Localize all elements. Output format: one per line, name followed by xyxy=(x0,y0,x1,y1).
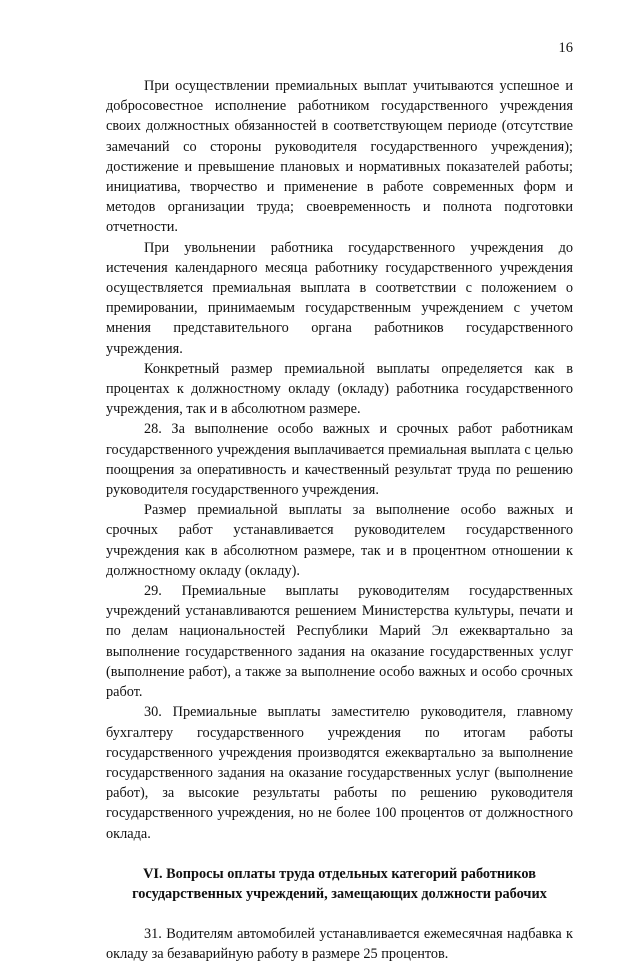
section-heading xyxy=(106,864,573,904)
section-heading-line-2: государственных учреждений, замещающих должности рабочих xyxy=(132,885,547,902)
document-body xyxy=(106,76,573,965)
paragraph: Конкретный размер премиальной выплаты определяется как в процентах к должностному окладу (окладу) работника государственного учреждения, так и в абсолютном размере. xyxy=(106,360,573,418)
paragraph: При увольнении работника государственного учреждения до истечения календарного месяца работнику государственного учреждения осуществляется премиальная выплата в соответствии с положением о премировании, принимаемым государственным учреждением с учетом мнения представительного органа работников государственного учреждения. xyxy=(106,239,573,357)
paragraph-item-30: 30. Премиальные выплаты заместителю руководителя, главному бухгалтеру государственного учреждения по итогам работы государственного учреждения производятся ежеквартально за выполнение государственного задания на оказание государственных услуг (выполнение работ), за высокие результаты работы по решению руководителя государственного учреждения, но не более 100 процентов от должностного оклада. xyxy=(106,704,573,842)
page-number: 16 xyxy=(558,40,573,56)
section-heading-line-1: VI. Вопросы оплаты труда отдельных категорий работников xyxy=(143,865,536,882)
paragraph-item-29: 29. Премиальные выплаты руководителям государственных учреждений устанавливаются решением Министерства культуры, печати и по делам национальностей Республики Марий Эл ежеквартально за выполнение государственного задания на оказание государственных услуг (выполнение работ), а также за выполнение особо важных и особо срочных работ. xyxy=(106,583,573,701)
paragraph-item-28: 28. За выполнение особо важных и срочных работ работникам государственного учреждения выплачивается премиальная выплата с целью поощрения за оперативность и качественный результат труда по решению руководителя государственного учреждения. xyxy=(106,421,573,499)
paragraph: Размер премиальной выплаты за выполнение особо важных и срочных работ устанавливается руководителем государственного учреждения как в абсолютном размере, так и в процентном отношении к должностному окладу (окладу). xyxy=(106,502,573,579)
paragraph: При осуществлении премиальных выплат учитываются успешное и добросовестное исполнение работником государственного учреждения своих должностных обязанностей в соответствующем периоде (отсутствие замечаний со стороны руководителя государственного учреждения); достижение и превышение плановых и нормативных показателей работы; инициатива, творчество и применение в работе современных форм и методов организации труда; своевременность и полнота подготовки отчетности. xyxy=(106,78,573,236)
paragraph-item-31: 31. Водителям автомобилей устанавливается ежемесячная надбавка к окладу за безаварийную работу в размере 25 процентов. xyxy=(106,926,573,963)
